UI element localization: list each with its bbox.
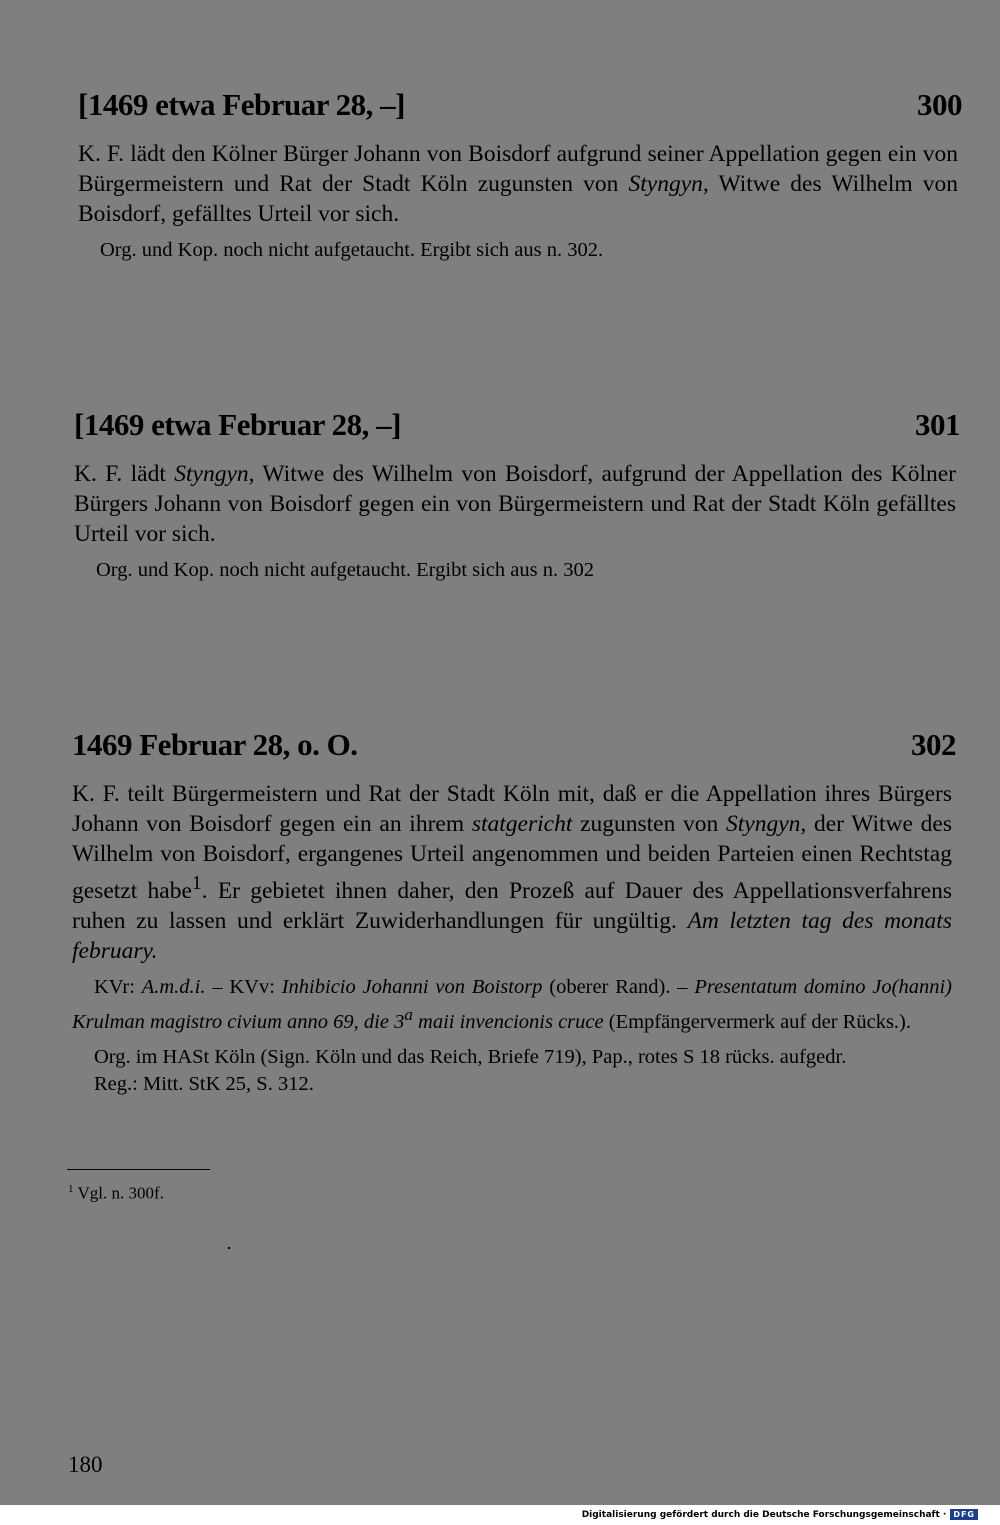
source-note: Org. und Kop. noch nicht aufgetaucht. Ergibt sich aus n. 302 bbox=[96, 559, 594, 581]
entry-summary: K. F. teilt Bürgermeistern und Rat der Stadt Köln mit, daß er die Appellation ihres Bürgers Johann von Boisdorf gegen ein an ihrem statgericht zugunsten von Styngyn, der Witwe des Wilhelm von Boisdorf, ergangenes Urteil angenommen und beiden Parteien einen Rechtstag gesetzt habe$^1$. Er gebietet ihnen daher, den Prozeß auf Dauer des Appellationsverfahrens ruhen zu lassen und erklärt Zuwiderhandlungen für ungültig. Am letzten tag des monats february. bbox=[72, 781, 953, 964]
credit-text: Digitalisierung gefördert durch die Deutsche Forschungsgemeinschaft · bbox=[581, 1509, 947, 1520]
source-note: Org. und Kop. noch nicht aufgetaucht. Ergibt sich aus n. 302. bbox=[100, 239, 604, 261]
scan-speck bbox=[228, 1247, 230, 1249]
footnote-text: Vgl. n. 300f. bbox=[77, 1183, 164, 1203]
footnote bbox=[68, 1178, 164, 1205]
entry-summary: K. F. lädt den Kölner Bürger Johann von Boisdorf aufgrund seiner Appellation gegen ein von Bürgermeistern und Rat der Stadt Köln zugunsten von Styngyn, Witwe des Wilhelm von Boisdorf, gefälltes Urteil vor sich. bbox=[78, 141, 959, 227]
endorsement-note: KVr: A.m.d.i. – KVv: Inhibicio Johanni von Boistorp (oberer Rand). – Presentatum domino Jo(hanni) Krulman magistro civium anno 69, die 3$^a$ maii invencionis cruce (Empfängervermerk auf der Rücks.). bbox=[72, 975, 953, 1033]
entry-heading: 1469 Februar 28, o. O. bbox=[72, 727, 358, 762]
entry-summary: K. F. lädt Styngyn, Witwe des Wilhelm von Boisdorf, aufgrund der Appellation des Kölner Bürgers Johann von Boisdorf gegen ein von Bürgermeistern und Rat der Stadt Köln gefälltes Urteil vor sich. bbox=[74, 461, 956, 547]
footnote-marker: 1 bbox=[68, 1183, 74, 1195]
entry-number: 300 bbox=[917, 87, 962, 122]
entry-header bbox=[78, 87, 962, 123]
footnote-rule bbox=[67, 1169, 210, 1170]
entry-302 bbox=[72, 727, 956, 1098]
dfg-logo-icon: DFG bbox=[950, 1509, 978, 1520]
entry-number: 302 bbox=[911, 727, 956, 762]
entry-heading: [1469 etwa Februar 28, –] bbox=[74, 407, 402, 442]
entry-header bbox=[74, 407, 960, 443]
entry-header bbox=[72, 727, 956, 763]
source-note: Org. im HASt Köln (Sign. Köln und das Reich, Briefe 719), Pap., rotes S 18 rücks. aufgedr. bbox=[94, 1045, 847, 1068]
entry-number: 301 bbox=[915, 407, 960, 442]
entry-300 bbox=[78, 87, 962, 264]
page-number: 180 bbox=[68, 1452, 103, 1477]
funding-credit bbox=[582, 1509, 978, 1520]
regest-note: Reg.: Mitt. StK 25, S. 312. bbox=[94, 1072, 314, 1095]
entry-301 bbox=[74, 407, 960, 584]
entry-heading: [1469 etwa Februar 28, –] bbox=[78, 87, 406, 122]
